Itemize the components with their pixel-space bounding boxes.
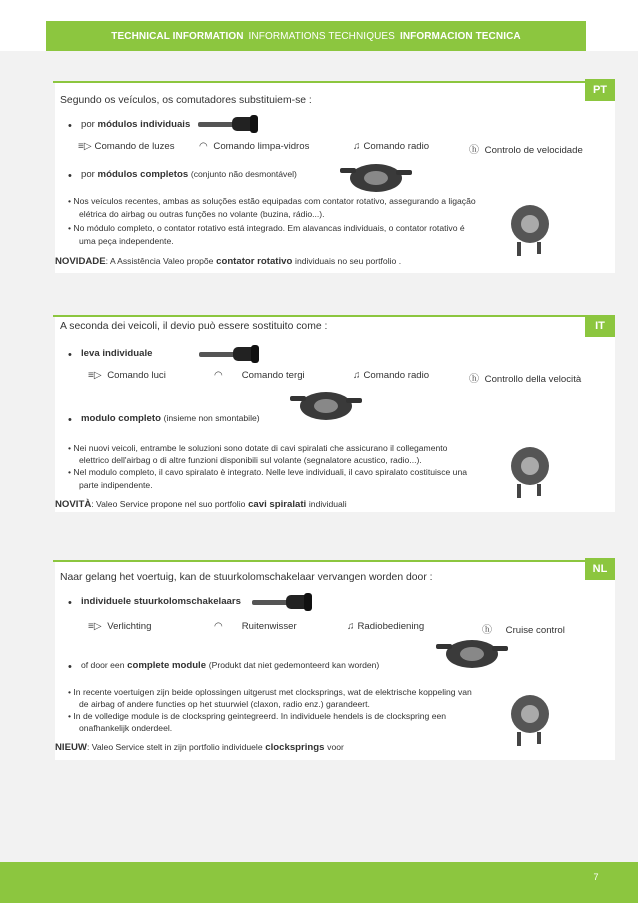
- headlight-icon: ≡▷: [78, 141, 92, 152]
- lever-image: [199, 343, 263, 367]
- nl-func-cruise: ⓗ Cruise control: [482, 621, 565, 636]
- cruise-control-icon: ⓗ: [469, 374, 479, 385]
- nl-func-lights: ≡▷ Verlichting: [88, 621, 152, 632]
- nl-news: NIEUW: Valeo Service stelt in zijn portfolio individuele clocksprings voor: [55, 742, 344, 753]
- pt-func-lights: ≡▷ Comando de luzes: [78, 141, 175, 152]
- pt-func-radio: ♫ Comando radio: [353, 141, 430, 152]
- cruise-control-icon: ⓗ: [482, 625, 492, 636]
- pt-news: NOVIDADE: A Assistência Valeo propõe contator rotativo individuais no seu portfolio .: [55, 256, 402, 267]
- nl-note1-cont: de airbag of andere functies op het stuurwiel (claxon, radio enz.) garandeert.: [79, 699, 370, 709]
- clockspring-image: [505, 198, 555, 258]
- pt-func-cruise: ⓗ Controlo de velocidade: [469, 141, 583, 156]
- it-intro: A seconda dei veicoli, il devio può essere sostituito come :: [60, 321, 328, 332]
- bullet: •: [68, 120, 72, 132]
- music-note-icon: ♫: [353, 141, 361, 152]
- it-func-cruise: ⓗ Controllo della velocità: [469, 370, 581, 385]
- it-note1: • Nei nuovi veicoli, entrambe le soluzioni sono dotate di cavi spiralati che assicurano il collegamento: [68, 443, 448, 453]
- header-title-fr: INFORMATIONS TECHNIQUES: [248, 30, 395, 42]
- lang-badge-it: IT: [585, 315, 615, 337]
- module-image: [340, 158, 412, 200]
- header-bar: [46, 21, 586, 51]
- pt-bullet1: por módulos individuais: [81, 119, 191, 130]
- bullet: •: [68, 170, 72, 182]
- cruise-control-icon: ⓗ: [469, 145, 479, 156]
- wiper-icon: ◠: [214, 621, 223, 632]
- clockspring-image: [505, 688, 555, 748]
- pt-intro: Segundo os veículos, os comutadores substituiem-se :: [60, 95, 312, 106]
- module-image: [436, 634, 508, 676]
- section-divider: [53, 315, 615, 317]
- music-note-icon: ♫: [347, 621, 355, 632]
- header-title-en: TECHNICAL INFORMATION: [111, 30, 244, 42]
- module-image: [290, 386, 362, 428]
- pt-func-wiper: ◠ Comando limpa-vidros: [199, 141, 310, 152]
- nl-bullet2: of door een complete module (Produkt dat niet gedemonteerd kan worden): [81, 660, 380, 671]
- it-note2: • Nel modulo completo, il cavo spiralato è integrato. Nelle leve individuali, il cavo spiralato costituisce una: [68, 467, 468, 477]
- page-number: 7: [593, 872, 599, 882]
- it-func-wiper: ◠ Comando tergi: [214, 370, 305, 381]
- headlight-icon: ≡▷: [88, 370, 102, 381]
- it-func-radio: ♫ Comando radio: [353, 370, 430, 381]
- section-divider: [53, 560, 615, 562]
- footer-bar: [0, 862, 638, 903]
- bullet: •: [68, 349, 72, 361]
- headlight-icon: ≡▷: [88, 621, 102, 632]
- it-bullet2: modulo completo (insieme non smontabile): [81, 413, 260, 424]
- pt-note2-cont: uma peça independente.: [79, 236, 174, 246]
- bullet: •: [68, 597, 72, 609]
- nl-func-wiper: ◠ Ruitenwisser: [214, 621, 297, 632]
- nl-note2: • In de volledige module is de clockspring geintegreerd. In individuele hendels is de clockspring een: [68, 711, 447, 721]
- clockspring-image: [505, 440, 555, 500]
- nl-bullet1: individuele stuurkolomschakelaars: [81, 596, 241, 607]
- it-func-lights: ≡▷ Comando luci: [88, 370, 166, 381]
- header-title-es: INFORMACION TECNICA: [399, 30, 521, 42]
- it-news: NOVITÀ: Valeo Service propone nel suo portfolio cavi spiralati individuali: [55, 499, 347, 510]
- pt-note1-cont: elétrica do airbag ou outras funções no volante (buzina, rádio...).: [79, 209, 325, 219]
- it-note2-cont: parte indipendente.: [79, 480, 153, 490]
- nl-intro: Naar gelang het voertuig, kan de stuurkolomschakelaar vervangen worden door :: [60, 572, 433, 583]
- nl-func-radio: ♫ Radiobediening: [347, 621, 425, 632]
- bullet: •: [68, 661, 72, 673]
- pt-note2: • No módulo completo, o contator rotativo está integrado. Em alavancas individuais, o contator rotativo é: [68, 223, 465, 233]
- wiper-icon: ◠: [199, 141, 208, 152]
- pt-note1: • Nos veículos recentes, ambas as soluções estão equipadas com contator rotativo, assegurando a ligação: [68, 196, 476, 206]
- nl-note2-cont: onafhankelijk onderdeel.: [79, 723, 173, 733]
- lang-badge-pt: PT: [585, 79, 615, 101]
- pt-bullet2: por módulos completos (conjunto não desmontável): [81, 169, 297, 180]
- lever-image: [252, 591, 316, 615]
- lang-badge-nl: NL: [585, 558, 615, 580]
- it-bullet1: leva individuale: [81, 348, 153, 359]
- wiper-icon: ◠: [214, 370, 223, 381]
- nl-note1: • In recente voertuigen zijn beide oplossingen uitgerust met clocksprings, wat de elektrische koppeling van: [68, 687, 472, 697]
- it-note1-cont: elettrico dell'airbag o di altre funzioni disponibili sul volante (segnalatore acustico, radio...).: [79, 455, 422, 465]
- lever-image: [198, 113, 262, 137]
- music-note-icon: ♫: [353, 370, 361, 381]
- section-divider: [53, 81, 615, 83]
- bullet: •: [68, 414, 72, 426]
